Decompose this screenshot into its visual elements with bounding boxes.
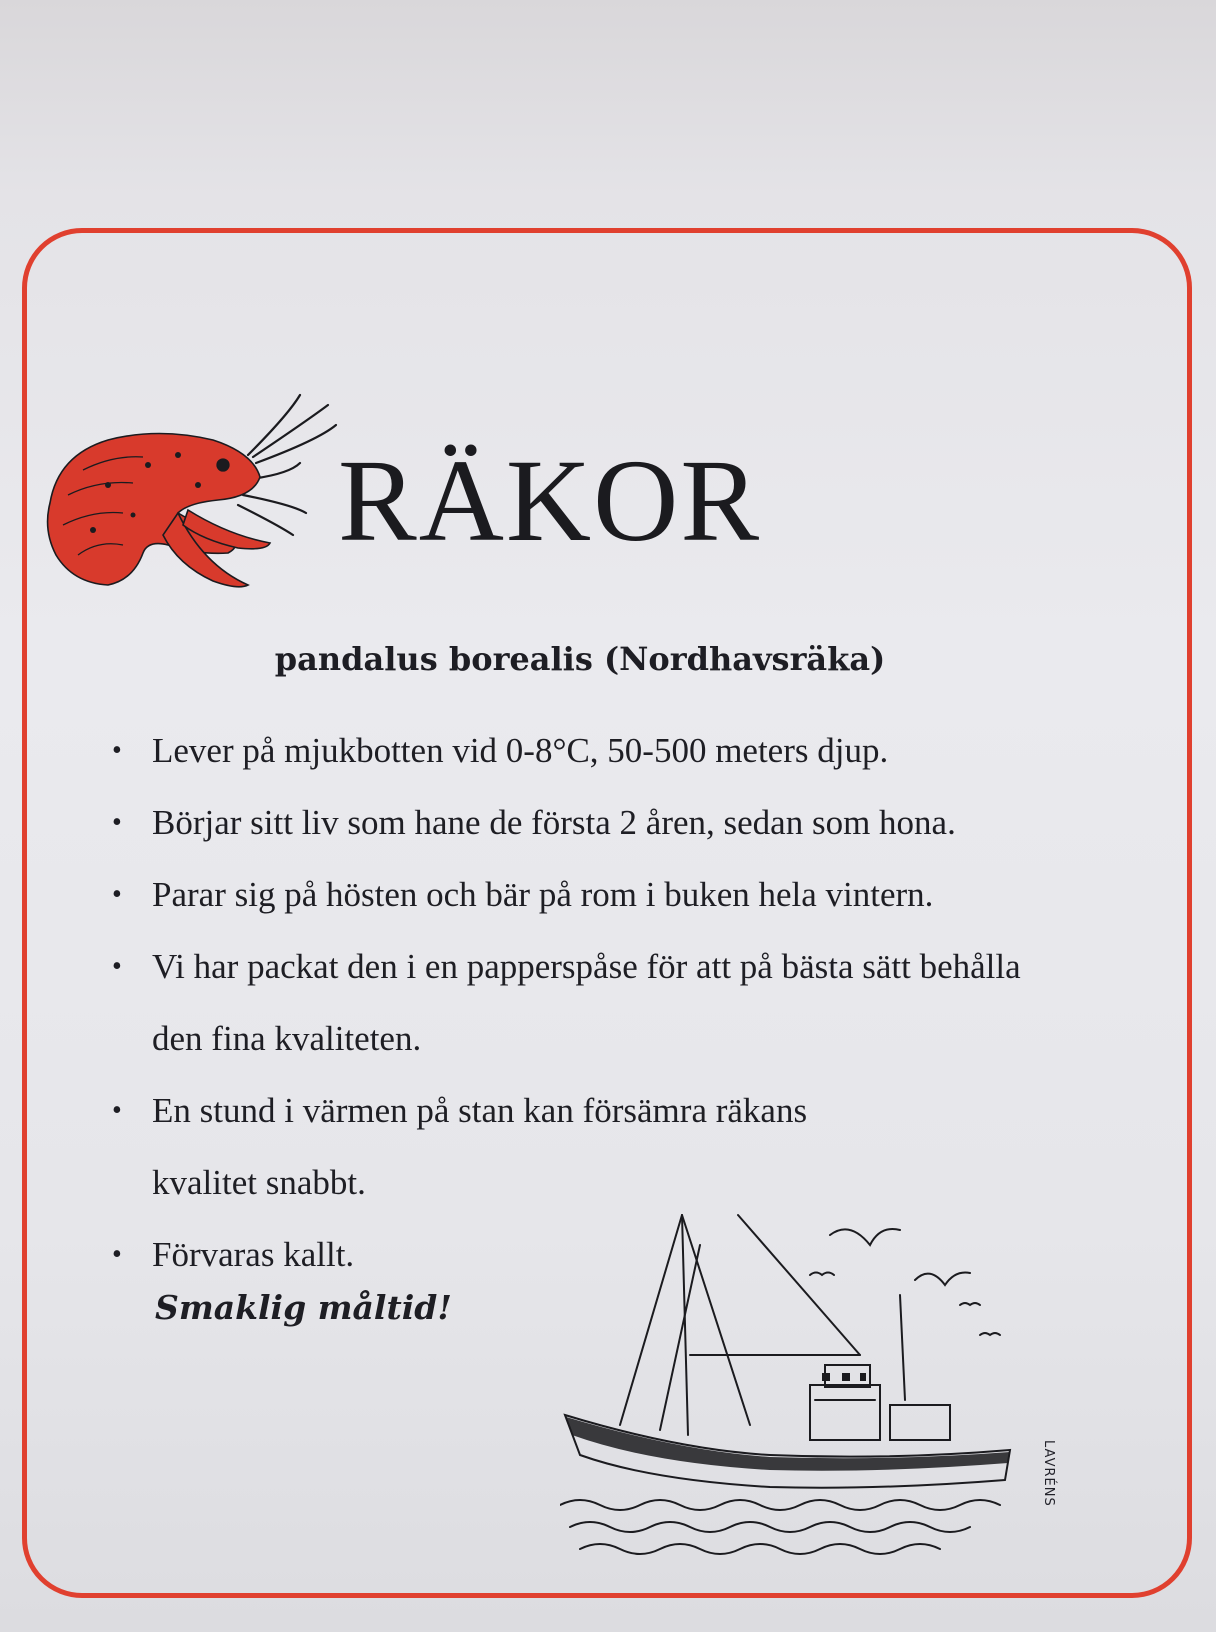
- list-item: • Förvaras kallt.: [112, 1219, 1152, 1291]
- shrimp-icon: [38, 385, 358, 600]
- species-subtitle: pandalus borealis (Nordhavsräka): [274, 640, 886, 678]
- list-item: • Lever på mjukbotten vid 0-8°C, 50-500 meters djup.: [112, 715, 1152, 787]
- list-item: • Parar sig på hösten och bär på rom i buken hela vintern.: [112, 859, 1152, 931]
- closing-phrase: Smaklig måltid!: [155, 1288, 452, 1327]
- page-title: RÄKOR: [338, 435, 762, 566]
- list-item: • Vi har packat den i en papperspåse för att på bästa sätt behålla den fina kvaliteten.: [112, 931, 1052, 1075]
- list-item: • En stund i värmen på stan kan försämra räkans kvalitet snabbt.: [112, 1075, 812, 1219]
- list-item: • Börjar sitt liv som hane de första 2 åren, sedan som hona.: [112, 787, 1152, 859]
- fishing-boat-icon: [560, 1205, 1060, 1565]
- artist-signature: LAVRÉNS: [1041, 1440, 1056, 1507]
